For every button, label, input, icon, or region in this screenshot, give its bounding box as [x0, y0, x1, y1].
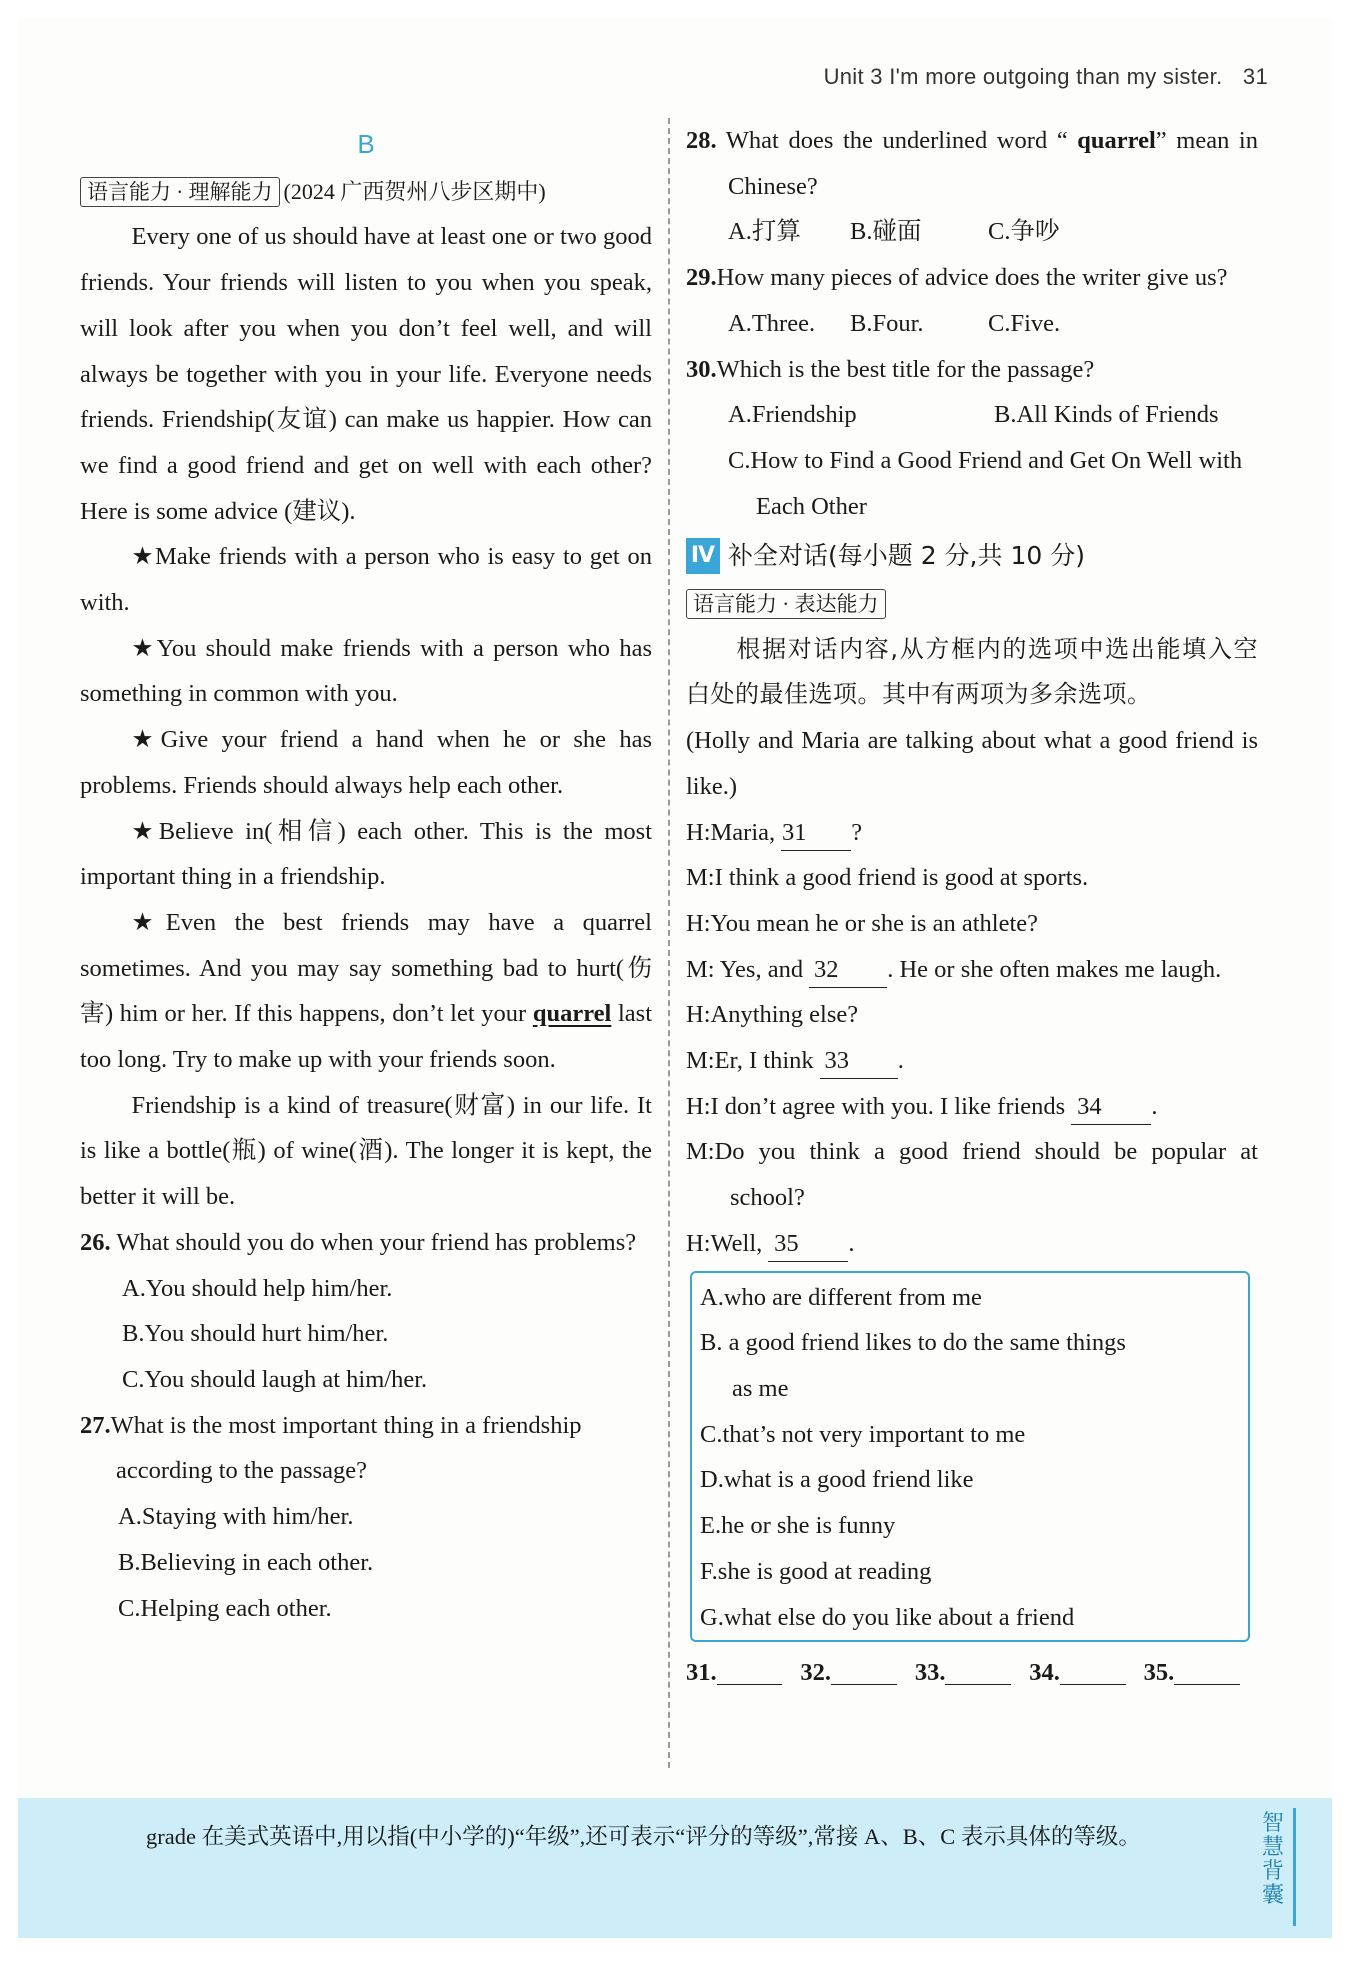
option[interactable]: A.You should help him/her. [122, 1274, 393, 1302]
blank-32[interactable]: 32 [809, 953, 887, 988]
question-27: 27.What is the most important thing in a friendship according to the passage? [80, 1411, 582, 1485]
left-column [80, 122, 652, 1631]
question-28: 28. What does the underlined word “ quarrel” mean in Chinese? [686, 127, 1258, 200]
dialogue-line: H:Anything else? [686, 1001, 859, 1029]
option[interactable]: C.Helping each other. [118, 1594, 332, 1622]
box-option: B. a good friend likes to do the same things [700, 1329, 1126, 1357]
right-column [686, 118, 1258, 1696]
option[interactable]: B.Four. [850, 309, 924, 337]
column-divider [668, 118, 670, 1768]
dialogue-line: M:Do you think a good friend should be popular at school? [686, 1138, 1258, 1212]
tip-footer [18, 1798, 1332, 1938]
tip-side-label: 智慧背囊 [1261, 1811, 1284, 1908]
dialogue-line: H:You mean he or she is an athlete? [686, 909, 1038, 937]
question-30: 30.Which is the best title for the passage? [686, 355, 1095, 383]
option[interactable]: C.争吵 [988, 218, 1060, 246]
blank-35[interactable]: 35 [768, 1227, 848, 1262]
box-option: E.he or she is funny [700, 1512, 896, 1540]
page-number: 31 [1242, 64, 1268, 89]
option[interactable]: B.You should hurt him/her. [122, 1320, 389, 1348]
box-option-continued: as me [732, 1374, 789, 1402]
option[interactable]: C.Five. [988, 309, 1061, 337]
passage-source: (2024 广西贺州八步区期中) [283, 178, 546, 204]
option[interactable]: A.Three. [728, 309, 816, 337]
answer-blank[interactable] [945, 1650, 1011, 1685]
dialogue-line: H:Maria, 31 ? [686, 810, 1258, 856]
tip-text: grade 在美式英语中,用以指(中小学的)“年级”,还可表示“评分的等级”,常接 A、B、C 表示具体的等级。 [146, 1824, 1141, 1849]
question-29: 29.How many pieces of advice does the writer give us? [686, 264, 1228, 292]
option[interactable]: B.碰面 [850, 218, 922, 246]
passage-meta [80, 169, 652, 215]
dialogue-line: M: Yes, and 32 . He or she often makes me laugh. [686, 947, 1258, 993]
answer-blank[interactable] [1174, 1650, 1240, 1685]
options-box [690, 1271, 1250, 1643]
dialogue-line: M:I think a good friend is good at sports. [686, 864, 1089, 892]
dialogue-line: H:Well, 35 . [686, 1221, 1258, 1267]
box-option: C.that’s not very important to me [700, 1420, 1026, 1448]
unit-title: Unit 3 I'm more outgoing than my sister. [823, 64, 1223, 89]
option[interactable]: C.You should laugh at him/her. [122, 1365, 428, 1393]
box-option: D.what is a good friend like [700, 1466, 974, 1494]
dialogue-context: (Holly and Maria are talking about what a good friend is like.) [686, 727, 1258, 800]
question-30-options-ab [686, 392, 1258, 438]
passage-conclusion: Friendship is a kind of treasure(财富) in our life. It is like a bottle(瓶) of wine(酒). The longer it is kept, the better it will be. [80, 1091, 652, 1211]
advice-item: ★You should make friends with a person who has something in common with you. [80, 634, 652, 708]
section-4-heading [686, 533, 1258, 579]
underlined-word: quarrel [532, 1000, 612, 1028]
option[interactable]: A.Friendship [728, 401, 857, 429]
advice-item: ★Make friends with a person who is easy to get on with. [80, 543, 652, 617]
box-option: A.who are different from me [700, 1283, 982, 1311]
answer-row: 31. 32. 33. 34. 35. [686, 1650, 1258, 1696]
advice-item: ★Believe in(相信) each other. This is the most important thing in a friendship. [80, 817, 652, 891]
option[interactable]: A.Staying with him/her. [118, 1503, 354, 1531]
option[interactable]: A.打算 [728, 218, 801, 246]
section-b-heading: B [357, 129, 375, 159]
blank-34[interactable]: 34 [1071, 1090, 1151, 1125]
option[interactable]: C.How to Find a Good Friend and Get On Well with Each Other [728, 446, 1243, 520]
blank-33[interactable]: 33 [820, 1044, 898, 1079]
section-mark: Ⅳ [686, 538, 720, 574]
page-header [824, 64, 1268, 90]
answer-blank[interactable] [831, 1650, 897, 1685]
dialogue-line: H:I don’t agree with you. I like friends 34 . [686, 1084, 1258, 1130]
question-26: 26. What should you do when your friend has problems? [80, 1228, 637, 1256]
question-28-options [686, 209, 1258, 255]
advice-item: ★Give your friend a hand when he or she has problems. Friends should always help each other. [80, 726, 652, 799]
skill-tag: 语言能力 · 理解能力 [80, 177, 280, 207]
answer-blank[interactable] [1060, 1650, 1126, 1685]
section-4-meta [686, 581, 1258, 627]
box-option: G.what else do you like about a friend [700, 1603, 1075, 1631]
box-option: F.she is good at reading [700, 1557, 932, 1585]
dialogue-line: M:Er, I think 33 . [686, 1038, 1258, 1084]
question-29-options [686, 301, 1258, 347]
tip-side-bar [1293, 1808, 1296, 1926]
section-title: 补全对话(每小题 2 分,共 10 分) [728, 541, 1085, 571]
skill-tag: 语言能力 · 表达能力 [686, 589, 886, 619]
passage-paragraph: Every one of us should have at least one or two good friends. Your friends will listen to you when you speak, will look after you when you don’t feel well, and will always be together with you in your life. Everyone needs friends. Friendship(友谊) can make us happier. How can we find a good friend and get on well with each other? Here is some advice (建议). [80, 223, 652, 525]
instruction: 根据对话内容,从方框内的选项中选出能填入空白处的最佳选项。其中有两项为多余选项。 [686, 634, 1258, 709]
option[interactable]: B.All Kinds of Friends [994, 401, 1219, 429]
blank-31[interactable]: 31 [781, 816, 851, 851]
advice-item-quarrel: ★Even the best friends may have a quarrel sometimes. And you may say something bad to hurt(伤害) him or her. If this happens, don’t let your quarrel last too long. Try to make up with your friends soon. [80, 908, 652, 1074]
answer-blank[interactable] [717, 1650, 783, 1685]
option[interactable]: B.Believing in each other. [118, 1548, 374, 1576]
